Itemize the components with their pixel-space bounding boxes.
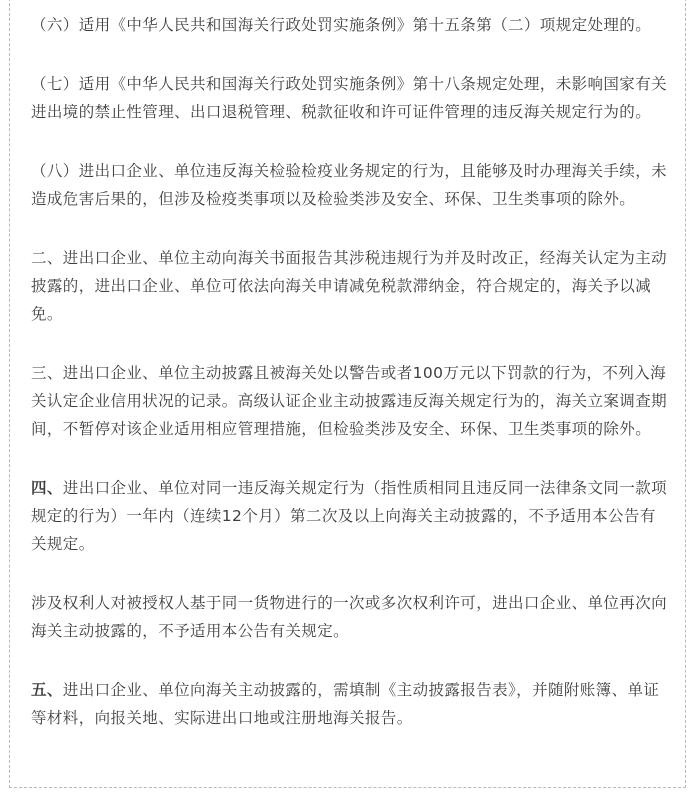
paragraph-item-8: [31, 157, 669, 213]
paragraph-item-6: [31, 11, 669, 39]
paragraph-text: （六）适用《中华人民共和国海关行政处罚实施条例》第十五条第（二）项规定处理的。: [31, 16, 652, 34]
paragraph-text: 进出口企业、单位对同一违反海关规定行为（指性质相同且违反同一法律条文同一款项规定的行为）一年内（连续12个月）第二次及以上向海关主动披露的，不予适用本公告有关规定。: [31, 479, 668, 553]
paragraph-text: 三、进出口企业、单位主动披露且被海关处以警告或者100万元以下罚款的行为，不列入海关认定企业信用状况的记录。高级认证企业主动披露违反海关规定行为的，海关立案调查期间，不暂停对该企业适用相应管理措施，但检验类涉及安全、环保、卫生类事项的除外。: [31, 364, 668, 438]
article-body: [31, 11, 669, 763]
section-number-5: 五、: [31, 681, 63, 699]
paragraph-section-5: [31, 676, 669, 732]
paragraph-section-3: [31, 359, 669, 443]
paragraph-text: （八）进出口企业、单位违反海关检验检疫业务规定的行为，且能够及时办理海关手续，未造成危害后果的，但涉及检疫类事项以及检验类涉及安全、环保、卫生类事项的除外。: [31, 162, 668, 208]
paragraph-section-4: [31, 474, 669, 558]
paragraph-text: （七）适用《中华人民共和国海关行政处罚实施条例》第十八条规定处理，未影响国家有关进出境的禁止性管理、出口退税管理、税款征收和许可证件管理的违反海关规定行为的。: [31, 75, 668, 121]
paragraph-text: 进出口企业、单位向海关主动披露的，需填制《主动披露报告表》，并随附账簿、单证等材料，向报关地、实际进出口地或注册地海关报告。: [31, 681, 660, 727]
paragraph-rights-note: [31, 589, 669, 645]
paragraph-section-2: [31, 244, 669, 328]
paragraph-text: 涉及权利人对被授权人基于同一货物进行的一次或多次权利许可，进出口企业、单位再次向海关主动披露的，不予适用本公告有关规定。: [31, 594, 668, 640]
section-number-4: 四、: [31, 479, 63, 497]
paragraph-text: 二、进出口企业、单位主动向海关书面报告其涉税违规行为并及时改正，经海关认定为主动披露的，进出口企业、单位可依法向海关申请减免税款滞纳金，符合规定的，海关予以减免。: [31, 249, 668, 323]
paragraph-item-7: [31, 70, 669, 126]
